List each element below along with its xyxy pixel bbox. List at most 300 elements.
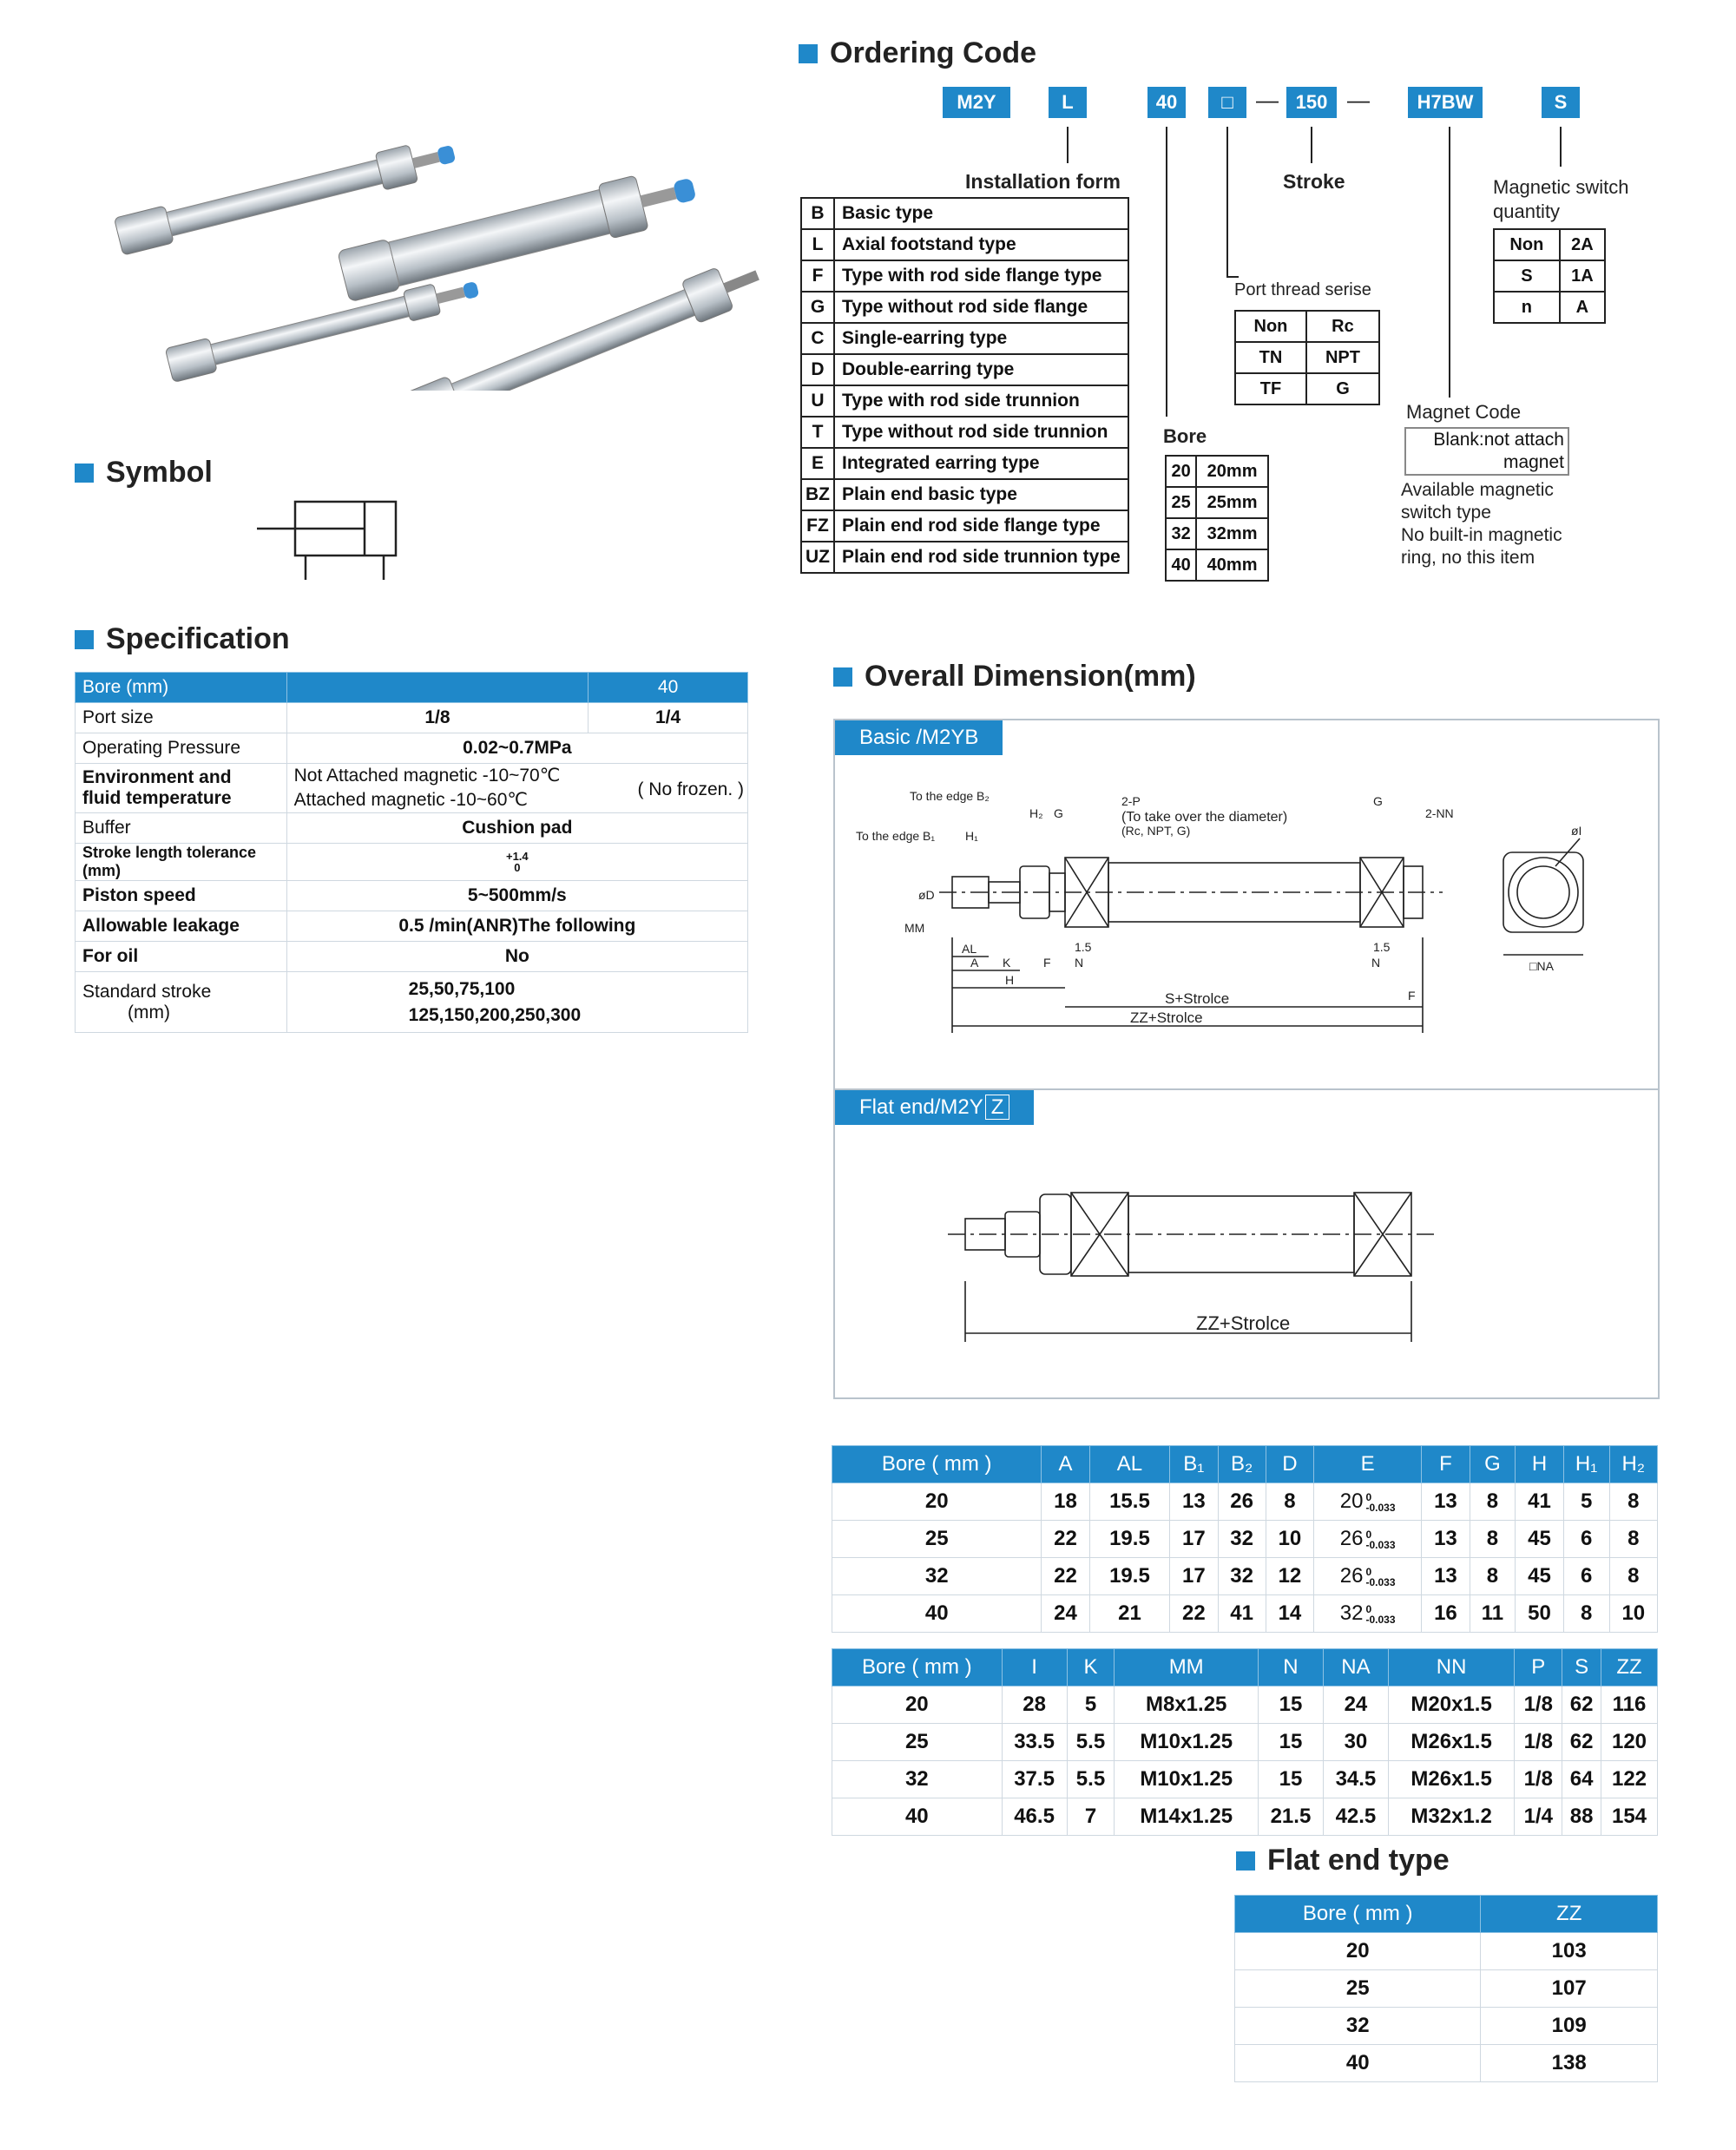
code-stroke: 150 bbox=[1286, 87, 1337, 118]
flat-end-zz: 138 bbox=[1481, 2045, 1658, 2082]
flat-end-row bbox=[1235, 2045, 1658, 2082]
dim-value-cell bbox=[1314, 1483, 1422, 1521]
dim-value-cell: 19.5 bbox=[1089, 1558, 1170, 1595]
dim-n: N bbox=[1075, 956, 1084, 970]
flat-end-zz: 103 bbox=[1481, 1933, 1658, 1970]
dim-value-cell: 41 bbox=[1218, 1595, 1266, 1633]
installation-code: C bbox=[801, 323, 834, 354]
e-tol-lower: -0.033 bbox=[1365, 1613, 1396, 1626]
spec-row-speed bbox=[76, 881, 748, 911]
dim-value-cell: 15 bbox=[1258, 1761, 1323, 1798]
magnet-code-label: Magnet Code bbox=[1406, 401, 1522, 423]
spec-value: Cushion pad bbox=[286, 813, 747, 844]
overall-dimension-title: Overall Dimension(mm) bbox=[833, 660, 1196, 694]
dim-header-cell: N bbox=[1258, 1649, 1323, 1686]
dim-table-row bbox=[832, 1595, 1658, 1633]
code-bore: 40 bbox=[1147, 87, 1186, 118]
dim-value-cell: 64 bbox=[1562, 1761, 1601, 1798]
dim-value-cell: 8 bbox=[1470, 1521, 1516, 1558]
port-thread-value: G bbox=[1306, 373, 1379, 404]
code-installation: L bbox=[1049, 87, 1087, 118]
installation-name: Type without rod side trunnion bbox=[834, 417, 1128, 448]
e-tol-lower: -0.033 bbox=[1365, 1501, 1396, 1514]
dim-header-cell: B₂ bbox=[1218, 1446, 1266, 1483]
dim-header-cell: NA bbox=[1323, 1649, 1388, 1686]
dim-value-cell: 45 bbox=[1516, 1521, 1563, 1558]
installation-code: UZ bbox=[801, 542, 834, 573]
spec-label-line: (mm) bbox=[128, 1002, 170, 1022]
dim-table-row bbox=[832, 1798, 1658, 1836]
ordering-code-title: Ordering Code bbox=[799, 36, 1036, 70]
dim-header-cell: H bbox=[1516, 1446, 1563, 1483]
flat-end-header-cell: ZZ bbox=[1481, 1896, 1658, 1933]
magnetic-qty-row bbox=[1494, 229, 1605, 260]
dim-value-cell: 42.5 bbox=[1323, 1798, 1388, 1836]
dim-a: A bbox=[970, 956, 979, 970]
basic-drawing bbox=[835, 755, 1654, 1088]
dim-h: H bbox=[1005, 973, 1015, 987]
dim-bore-cell: 20 bbox=[832, 1686, 1003, 1724]
dim-value-cell bbox=[1314, 1521, 1422, 1558]
dim-header-cell: Bore ( mm ) bbox=[832, 1446, 1042, 1483]
bore-option-row bbox=[1166, 487, 1268, 518]
dim-mm: MM bbox=[904, 921, 925, 935]
dim-value-cell bbox=[1314, 1558, 1422, 1595]
magnetic-qty-value: 1A bbox=[1560, 260, 1605, 292]
flat-end-row bbox=[1235, 1933, 1658, 1970]
dim-f: F bbox=[1043, 956, 1051, 970]
dim-f2: F bbox=[1408, 989, 1416, 1003]
installation-name: Double-earring type bbox=[834, 354, 1128, 385]
dim-value-cell: M14x1.25 bbox=[1115, 1798, 1259, 1836]
flat-end-bore: 40 bbox=[1235, 2045, 1481, 2082]
dim-value-cell: 12 bbox=[1266, 1558, 1313, 1595]
installation-row bbox=[801, 448, 1128, 479]
code-port-thread: □ bbox=[1208, 87, 1246, 118]
spec-value: 0.02~0.7MPa bbox=[286, 733, 747, 764]
spec-label: Piston speed bbox=[76, 881, 287, 911]
dim-bore-cell: 40 bbox=[832, 1595, 1042, 1633]
dim-value-cell: 6 bbox=[1563, 1558, 1609, 1595]
installation-name: Basic type bbox=[834, 198, 1128, 229]
connector-magnet bbox=[1449, 127, 1450, 398]
installation-row bbox=[801, 417, 1128, 448]
dim-value-cell: M32x1.2 bbox=[1388, 1798, 1514, 1836]
spec-label-line: Environment and bbox=[82, 767, 232, 787]
dim-value-cell bbox=[1314, 1595, 1422, 1633]
code-switch-qty: S bbox=[1542, 87, 1580, 118]
dim-value-cell: 154 bbox=[1601, 1798, 1657, 1836]
dim-value-cell: 6 bbox=[1563, 1521, 1609, 1558]
title-bullet-icon bbox=[833, 667, 852, 687]
e-tolerance bbox=[1366, 1567, 1396, 1588]
dim-value-cell: 32 bbox=[1218, 1521, 1266, 1558]
port-thread-label: Port thread serise bbox=[1234, 280, 1371, 299]
installation-code: FZ bbox=[801, 510, 834, 542]
dim-value-cell: 15 bbox=[1258, 1724, 1323, 1761]
spec-value: 0.5 /min(ANR)The following bbox=[286, 911, 747, 942]
dim-h2: H₂ bbox=[1029, 806, 1043, 820]
dim-table-row bbox=[832, 1483, 1658, 1521]
flat-end-zz: 107 bbox=[1481, 1970, 1658, 2008]
magnetic-qty-label: Magnetic switch quantity bbox=[1493, 176, 1629, 222]
installation-row bbox=[801, 229, 1128, 260]
spec-label bbox=[76, 764, 287, 813]
dim-header-cell: NN bbox=[1388, 1649, 1514, 1686]
basic-drawing-panel bbox=[833, 719, 1660, 1094]
dim-header-cell: B₁ bbox=[1170, 1446, 1218, 1483]
dim-value-cell: M26x1.5 bbox=[1388, 1761, 1514, 1798]
dim-header-cell: A bbox=[1042, 1446, 1089, 1483]
flat-drawing-panel bbox=[833, 1088, 1660, 1399]
flat-tab-label: Flat end/M2Y bbox=[859, 1095, 983, 1119]
stroke-tol-lower: 0 bbox=[514, 861, 521, 874]
e-value: 26 bbox=[1339, 1527, 1364, 1550]
dim-15a: 1.5 bbox=[1075, 940, 1092, 954]
dim-header-cell: F bbox=[1422, 1446, 1470, 1483]
dim-h1: H₁ bbox=[965, 829, 978, 843]
spec-value bbox=[286, 972, 747, 1033]
dim-g: G bbox=[1054, 806, 1063, 820]
spec-row-environment bbox=[76, 764, 748, 813]
connector-switch-qty bbox=[1560, 127, 1562, 167]
dim-value-cell: 24 bbox=[1323, 1686, 1388, 1724]
magnet-note-4: ring, no this item bbox=[1401, 548, 1535, 568]
dim-value-cell: 88 bbox=[1562, 1798, 1601, 1836]
dim-nn: 2-NN bbox=[1425, 806, 1454, 820]
dim-zz-stroke: ZZ+Strolce bbox=[1130, 1009, 1203, 1026]
basic-tab: Basic /M2YB bbox=[835, 720, 1003, 755]
dim-header-cell: E bbox=[1314, 1446, 1422, 1483]
dim-oi: øI bbox=[1571, 824, 1582, 838]
spec-value bbox=[286, 764, 747, 813]
installation-code: G bbox=[801, 292, 834, 323]
dim-table-row bbox=[832, 1521, 1658, 1558]
dim-value-cell: 24 bbox=[1042, 1595, 1089, 1633]
e-tolerance bbox=[1366, 1492, 1396, 1513]
connector-installation bbox=[1067, 127, 1069, 163]
dim-table-2-header bbox=[832, 1649, 1658, 1686]
dim-bore-cell: 40 bbox=[832, 1798, 1003, 1836]
dimension-table-2 bbox=[832, 1648, 1658, 1836]
dim-value-cell: 8 bbox=[1609, 1558, 1657, 1595]
spec-label-line: fluid temperature bbox=[82, 788, 232, 808]
env-value-2: Attached magnetic -10~60℃ bbox=[293, 790, 528, 810]
magnetic-qty-value: 2A bbox=[1560, 229, 1605, 260]
dimension-table-1 bbox=[832, 1445, 1658, 1633]
flat-end-bore: 32 bbox=[1235, 2008, 1481, 2045]
spec-label-line: Standard stroke bbox=[82, 981, 212, 1002]
dim-value-cell: 41 bbox=[1516, 1483, 1563, 1521]
dim-value-cell: 14 bbox=[1266, 1595, 1313, 1633]
dim-bore-cell: 20 bbox=[832, 1483, 1042, 1521]
dim-table-row bbox=[832, 1724, 1658, 1761]
spec-value: 1/8 bbox=[286, 703, 589, 733]
title-bullet-icon bbox=[799, 44, 818, 63]
dim-header-cell: H₂ bbox=[1609, 1446, 1657, 1483]
installation-form-label: Installation form bbox=[965, 170, 1121, 193]
dim-p-note2: (Rc, NPT, G) bbox=[1121, 824, 1191, 838]
flat-end-bore: 20 bbox=[1235, 1933, 1481, 1970]
dim-value-cell: 1/8 bbox=[1515, 1761, 1562, 1798]
dim-value-cell: 22 bbox=[1170, 1595, 1218, 1633]
e-tol-lower: -0.033 bbox=[1365, 1575, 1396, 1588]
dim-value-cell: 8 bbox=[1609, 1521, 1657, 1558]
flat-end-type-title: Flat end type bbox=[1236, 1844, 1450, 1877]
dim-value-cell: 62 bbox=[1562, 1686, 1601, 1724]
port-thread-value: Rc bbox=[1306, 311, 1379, 342]
installation-row bbox=[801, 354, 1128, 385]
dim-header-cell: G bbox=[1470, 1446, 1516, 1483]
magnetic-qty-code: n bbox=[1494, 292, 1560, 323]
dim-value-cell: 26 bbox=[1218, 1483, 1266, 1521]
bore-option-value: 20mm bbox=[1196, 456, 1268, 487]
dim-edge-b1: To the edge B₁ bbox=[856, 829, 936, 843]
dim-value-cell: 19.5 bbox=[1089, 1521, 1170, 1558]
bore-option-code: 32 bbox=[1166, 518, 1196, 549]
dim-value-cell: 30 bbox=[1323, 1724, 1388, 1761]
flat-tab-suffix: Z bbox=[985, 1095, 1010, 1120]
dim-value-cell: 18 bbox=[1042, 1483, 1089, 1521]
dim-value-cell: 5 bbox=[1563, 1483, 1609, 1521]
dim-value-cell: 1/8 bbox=[1515, 1724, 1562, 1761]
dim-bore-cell: 25 bbox=[832, 1521, 1042, 1558]
e-tol-upper: 0 bbox=[1365, 1528, 1372, 1541]
e-tol-upper: 0 bbox=[1365, 1565, 1372, 1578]
installation-name: Plain end basic type bbox=[834, 479, 1128, 510]
magnetic-qty-row bbox=[1494, 292, 1605, 323]
dim-table-row bbox=[832, 1686, 1658, 1724]
spec-row-leakage bbox=[76, 911, 748, 942]
dim-edge-b2: To the edge B₂ bbox=[910, 789, 990, 803]
e-value: 20 bbox=[1339, 1489, 1364, 1513]
dim-header-cell: D bbox=[1266, 1446, 1313, 1483]
dim-bore-cell: 32 bbox=[832, 1761, 1003, 1798]
dim-value-cell: 11 bbox=[1470, 1595, 1516, 1633]
dim-table-1-header bbox=[832, 1446, 1658, 1483]
magnetic-qty-value: A bbox=[1560, 292, 1605, 323]
dim-value-cell: 62 bbox=[1562, 1724, 1601, 1761]
spec-row-port bbox=[76, 703, 748, 733]
env-value-1: Not Attached magnetic -10~70℃ bbox=[293, 766, 561, 786]
port-thread-code: Non bbox=[1235, 311, 1306, 342]
bore-option-code: 40 bbox=[1166, 549, 1196, 581]
spec-head-40: 40 bbox=[589, 673, 748, 703]
port-thread-row bbox=[1235, 373, 1379, 404]
title-bullet-icon bbox=[75, 630, 94, 649]
installation-name: Plain end rod side flange type bbox=[834, 510, 1128, 542]
dim-value-cell: 120 bbox=[1601, 1724, 1657, 1761]
installation-code: U bbox=[801, 385, 834, 417]
port-thread-row bbox=[1235, 342, 1379, 373]
e-tolerance bbox=[1366, 1529, 1396, 1550]
magnetic-qty-code: S bbox=[1494, 260, 1560, 292]
dim-value-cell: 50 bbox=[1516, 1595, 1563, 1633]
installation-row bbox=[801, 385, 1128, 417]
code-series: M2Y bbox=[943, 87, 1010, 118]
dim-value-cell: 37.5 bbox=[1002, 1761, 1067, 1798]
dim-value-cell: 5 bbox=[1067, 1686, 1115, 1724]
dim-table-row bbox=[832, 1558, 1658, 1595]
std-stroke-2: 125,150,200,250,300 bbox=[408, 1004, 582, 1025]
magnet-note-2: switch type bbox=[1401, 503, 1491, 523]
spec-value: 1/4 bbox=[589, 703, 748, 733]
flat-end-table bbox=[1234, 1895, 1658, 2082]
code-dash-1: — bbox=[1256, 87, 1279, 113]
installation-row bbox=[801, 292, 1128, 323]
title-bullet-icon bbox=[1236, 1851, 1255, 1871]
dim-value-cell: 13 bbox=[1422, 1558, 1470, 1595]
spec-label: Buffer bbox=[76, 813, 287, 844]
dim-header-cell: MM bbox=[1115, 1649, 1259, 1686]
dim-value-cell: 116 bbox=[1601, 1686, 1657, 1724]
dim-value-cell: M10x1.25 bbox=[1115, 1724, 1259, 1761]
dim-value-cell: 22 bbox=[1042, 1521, 1089, 1558]
bore-option-code: 25 bbox=[1166, 487, 1196, 518]
dim-od: øD bbox=[918, 888, 935, 902]
spec-head-blank bbox=[286, 673, 589, 703]
dim-value-cell: 21 bbox=[1089, 1595, 1170, 1633]
e-tol-lower: -0.033 bbox=[1365, 1538, 1396, 1551]
installation-row bbox=[801, 323, 1128, 354]
cylinder-symbol bbox=[257, 496, 404, 583]
spec-row-oil bbox=[76, 942, 748, 972]
dim-header-cell: K bbox=[1067, 1649, 1115, 1686]
dim-header-cell: Bore ( mm ) bbox=[832, 1649, 1003, 1686]
bore-option-row bbox=[1166, 549, 1268, 581]
dim-value-cell: 34.5 bbox=[1323, 1761, 1388, 1798]
specification-table bbox=[75, 672, 748, 1033]
spec-row-std-stroke bbox=[76, 972, 748, 1033]
installation-name: Single-earring type bbox=[834, 323, 1128, 354]
dim-value-cell: 15 bbox=[1258, 1686, 1323, 1724]
dim-zz-flat: ZZ+Strolce bbox=[1196, 1312, 1291, 1334]
installation-code: D bbox=[801, 354, 834, 385]
dim-value-cell: 16 bbox=[1422, 1595, 1470, 1633]
flat-end-row bbox=[1235, 2008, 1658, 2045]
dim-header-cell: AL bbox=[1089, 1446, 1170, 1483]
specification-title: Specification bbox=[75, 622, 290, 656]
dim-value-cell: 7 bbox=[1067, 1798, 1115, 1836]
spec-label: For oil bbox=[76, 942, 287, 972]
dim-value-cell: 15.5 bbox=[1089, 1483, 1170, 1521]
std-stroke-1: 25,50,75,100 bbox=[408, 978, 516, 999]
installation-form-table bbox=[800, 197, 1129, 574]
dim-value-cell: 1/4 bbox=[1515, 1798, 1562, 1836]
dim-value-cell: 5.5 bbox=[1067, 1724, 1115, 1761]
dim-value-cell: 13 bbox=[1170, 1483, 1218, 1521]
dim-header-cell: I bbox=[1002, 1649, 1067, 1686]
spec-header-row bbox=[76, 673, 748, 703]
dim-value-cell: 8 bbox=[1563, 1595, 1609, 1633]
installation-code: B bbox=[801, 198, 834, 229]
flat-tab bbox=[835, 1090, 1034, 1125]
bore-option-value: 40mm bbox=[1196, 549, 1268, 581]
installation-code: T bbox=[801, 417, 834, 448]
stroke-tol-upper: +1.4 bbox=[505, 850, 529, 863]
env-note: ( No frozen. ) bbox=[637, 779, 744, 799]
dim-table-row bbox=[832, 1761, 1658, 1798]
connector-port-h bbox=[1226, 276, 1239, 278]
dim-bore-cell: 25 bbox=[832, 1724, 1003, 1761]
connector-port bbox=[1226, 127, 1228, 276]
dim-value-cell: 8 bbox=[1470, 1558, 1516, 1595]
installation-row bbox=[801, 260, 1128, 292]
port-thread-table bbox=[1234, 310, 1380, 405]
title-bullet-icon bbox=[75, 464, 94, 483]
dim-value-cell: M8x1.25 bbox=[1115, 1686, 1259, 1724]
spec-row-buffer bbox=[76, 813, 748, 844]
dim-value-cell: 17 bbox=[1170, 1521, 1218, 1558]
spec-head-bore: Bore (mm) bbox=[76, 673, 287, 703]
connector-stroke bbox=[1311, 127, 1312, 163]
dim-header-cell: S bbox=[1562, 1649, 1601, 1686]
installation-code: BZ bbox=[801, 479, 834, 510]
dim-header-cell: H₁ bbox=[1563, 1446, 1609, 1483]
stroke-label: Stroke bbox=[1283, 170, 1345, 193]
dim-header-cell: ZZ bbox=[1601, 1649, 1657, 1686]
spec-label: Operating Pressure bbox=[76, 733, 287, 764]
installation-name: Plain end rod side trunnion type bbox=[834, 542, 1128, 573]
dim-value-cell: 8 bbox=[1470, 1483, 1516, 1521]
code-magnet: H7BW bbox=[1408, 87, 1483, 118]
e-value: 26 bbox=[1339, 1564, 1364, 1588]
dim-k: K bbox=[1003, 956, 1011, 970]
dim-s-stroke: S+Strolce bbox=[1165, 990, 1230, 1007]
installation-name: Integrated earring type bbox=[834, 448, 1128, 479]
installation-row bbox=[801, 542, 1128, 573]
e-tol-upper: 0 bbox=[1365, 1490, 1372, 1503]
port-thread-code: TN bbox=[1235, 342, 1306, 373]
dim-value-cell: 1/8 bbox=[1515, 1686, 1562, 1724]
dim-value-cell: 17 bbox=[1170, 1558, 1218, 1595]
dim-15b: 1.5 bbox=[1373, 940, 1391, 954]
spec-label bbox=[76, 972, 287, 1033]
spec-row-pressure bbox=[76, 733, 748, 764]
bore-option-row bbox=[1166, 518, 1268, 549]
spec-value bbox=[286, 844, 747, 881]
dim-n2: N bbox=[1371, 956, 1381, 970]
dim-value-cell: 45 bbox=[1516, 1558, 1563, 1595]
dim-value-cell: M10x1.25 bbox=[1115, 1761, 1259, 1798]
dim-value-cell: 13 bbox=[1422, 1521, 1470, 1558]
bore-table bbox=[1165, 455, 1269, 582]
magnet-note-1: Available magnetic bbox=[1401, 480, 1554, 500]
dim-value-cell: 22 bbox=[1042, 1558, 1089, 1595]
dim-value-cell: 8 bbox=[1609, 1483, 1657, 1521]
dim-g2: G bbox=[1373, 794, 1383, 808]
symbol-title: Symbol bbox=[75, 456, 213, 490]
flat-end-bore: 25 bbox=[1235, 1970, 1481, 2008]
dim-value-cell: 33.5 bbox=[1002, 1724, 1067, 1761]
dim-value-cell: 10 bbox=[1266, 1521, 1313, 1558]
dim-value-cell: 13 bbox=[1422, 1483, 1470, 1521]
port-thread-code: TF bbox=[1235, 373, 1306, 404]
bore-option-value: 25mm bbox=[1196, 487, 1268, 518]
connector-bore bbox=[1166, 127, 1167, 417]
dim-value-cell: 122 bbox=[1601, 1761, 1657, 1798]
dim-value-cell: M26x1.5 bbox=[1388, 1724, 1514, 1761]
dim-p: 2-P bbox=[1121, 794, 1141, 808]
magnetic-qty-table bbox=[1493, 228, 1606, 324]
installation-name: Type with rod side trunnion bbox=[834, 385, 1128, 417]
installation-name: Type without rod side flange bbox=[834, 292, 1128, 323]
dim-header-cell: P bbox=[1515, 1649, 1562, 1686]
magnetic-qty-code: Non bbox=[1494, 229, 1560, 260]
dim-value-cell: 5.5 bbox=[1067, 1761, 1115, 1798]
dim-value-cell: 8 bbox=[1266, 1483, 1313, 1521]
spec-label: Stroke length tolerance (mm) bbox=[76, 844, 287, 881]
